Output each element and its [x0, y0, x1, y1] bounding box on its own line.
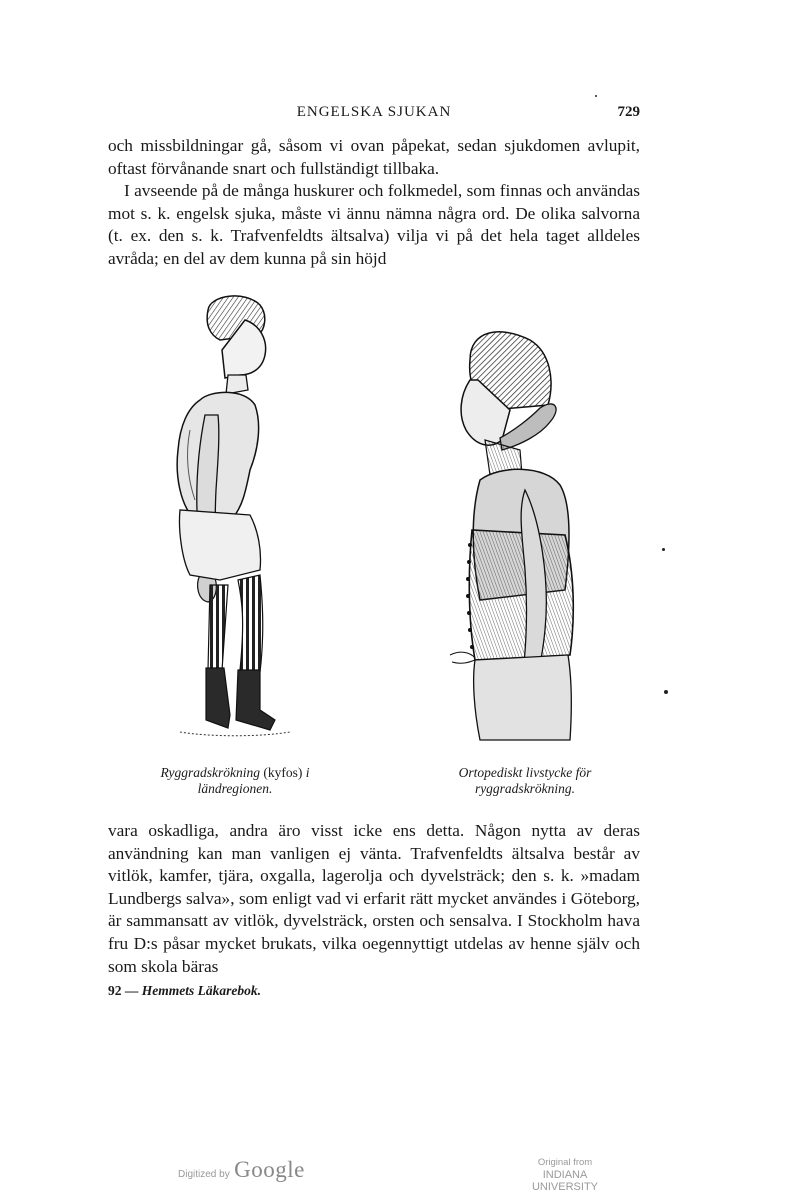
signature-mark: [108, 983, 261, 999]
digitized-by-google: [178, 1157, 305, 1183]
running-title: ENGELSKA SJUKAN: [296, 104, 452, 120]
scan-speck: [664, 690, 668, 694]
page-header: [108, 104, 640, 126]
signature-title: Hemmets Läkarebok.: [141, 983, 261, 998]
corset-illustration: [430, 290, 600, 745]
bottom-text-block: [108, 820, 640, 978]
original-from-label: Original from: [537, 1157, 593, 1168]
google-logo: Google: [234, 1157, 305, 1182]
original-from: [510, 1157, 620, 1193]
signature-number: 92 —: [108, 983, 139, 998]
caption-corset-line2: ryggradskrökning.: [474, 781, 576, 796]
caption-kyphosis-line2: ländregionen.: [197, 781, 273, 796]
paragraph-1: och missbildningar gå, såsom vi ovan påpekat, sedan sjukdomen avlupit, oftast förvånande snart och fullständigt tillbaka.: [108, 136, 640, 178]
scan-speck: [662, 548, 665, 551]
digitized-label: Digitized by: [178, 1169, 230, 1180]
caption-kyphosis: [120, 765, 350, 797]
caption-kyphosis-line1: Ryggradskrökning (kyfos) i: [160, 765, 310, 780]
page-number: 729: [617, 104, 640, 120]
university-name: INDIANA UNIVERSITY: [531, 1169, 598, 1193]
figure-kyphosis: [150, 290, 300, 745]
scan-speck: [595, 95, 597, 97]
kyphosis-illustration: [150, 290, 300, 745]
paragraph-3: vara oskadliga, andra äro visst icke ens detta. Någon nytta av deras användning kan man vanligen ej vänta. Trafvenfeldts ältsalva består av vitlök, kamfer, tjära, oxgalla, lagerolja och dyvelsträck; den s. k. »madam Lundbergs salva», som enligt vad vi erfarit rätt mycket användes i Göteborg, är sammansatt av vitlök, dyvelsträck, orsten och sensalva. I Stockholm hava fru D:s påsar mycket brukats, vilka oegennyttigt utdelas av henne själv och som skola bäras: [108, 821, 640, 976]
figure-orthopedic-corset: [430, 290, 600, 745]
paragraph-2: I avseende på de många huskurer och folkmedel, som finnas och användas mot s. k. engelsk sjuka, måste vi ännu nämna några ord. De olika salvorna (t. ex. den s. k. Trafvenfeldts ältsalva) vilja vi på det hela taget alldeles avråda; en del av dem kunna på sin höjd: [108, 181, 640, 268]
top-text-block: [108, 135, 640, 271]
caption-corset: [410, 765, 640, 797]
caption-corset-line1: Ortopediskt livstycke för: [458, 765, 592, 780]
